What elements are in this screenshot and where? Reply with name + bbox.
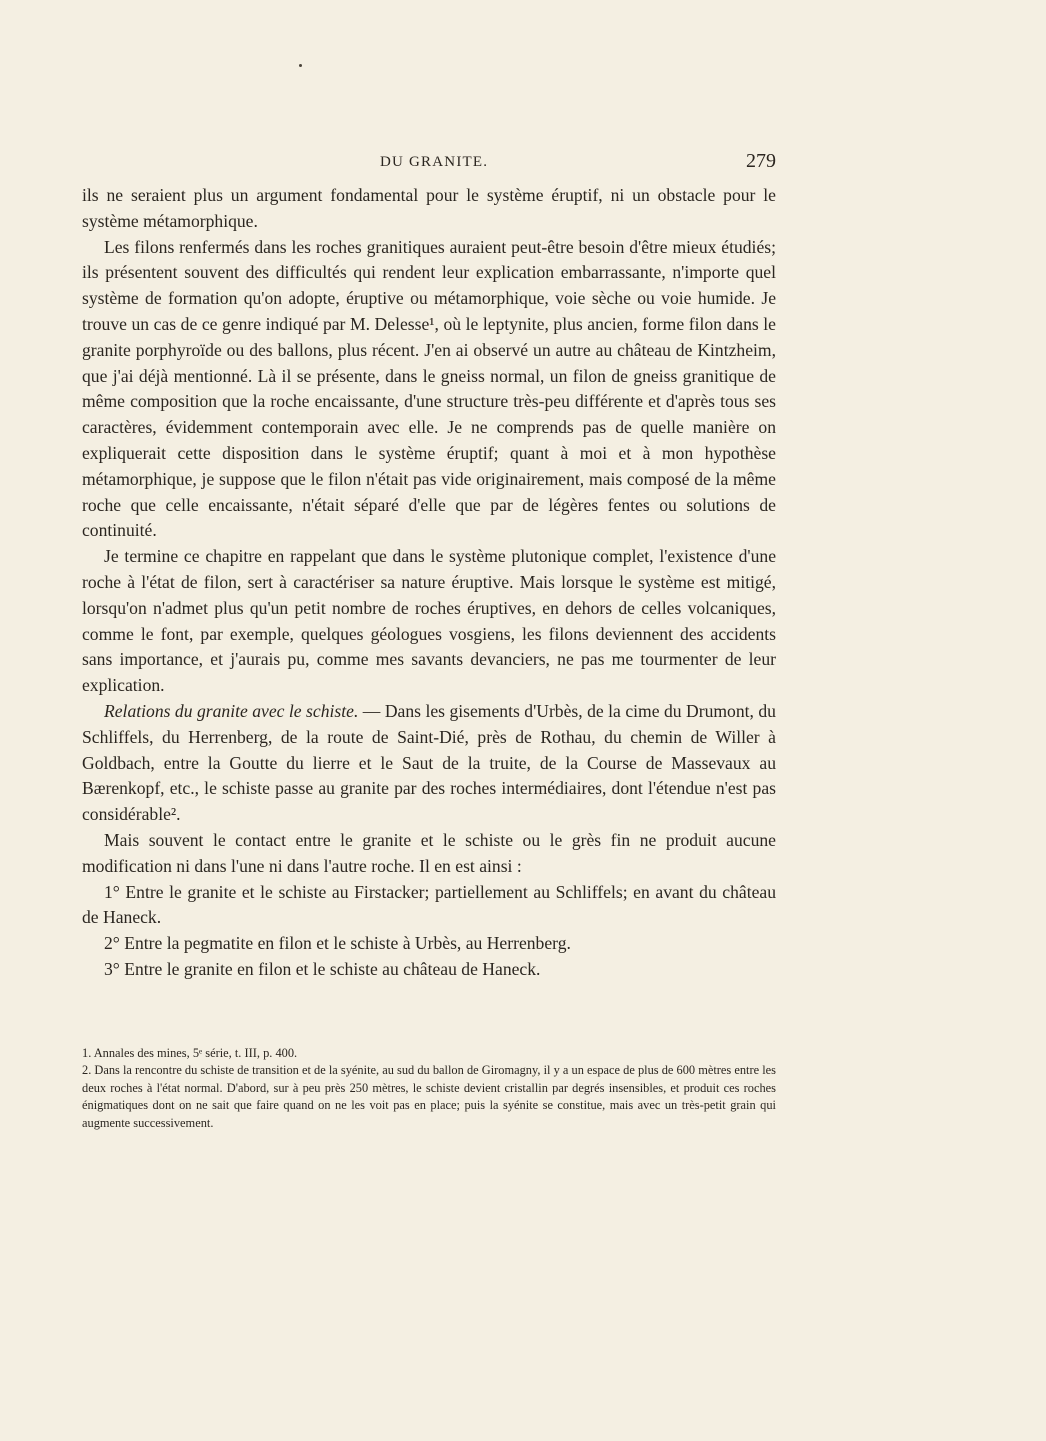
page-number: 279 <box>746 150 776 172</box>
footnote-2: 2. Dans la rencontre du schiste de transition et de la syénite, au sud du ballon de Giromagny, il y a un espace de plus de 600 mètres entre les deux roches à l'état normal. D'abord, sur à peu près 250 mètres, le schiste devient cristallin par degrés insensibles, et produit ces roches énigmatiques dont on ne sait que faire quand on ne les voit pas en place; puis la syénite se constitue, mais avec un très-petit grain qui augmente successivement. <box>82 1063 776 1130</box>
list-item-3: 3° Entre le granite en filon et le schiste au château de Haneck. <box>104 958 541 979</box>
footnote-1: 1. Annales des mines, 5ᵉ série, t. III, p. 400. <box>82 1046 298 1060</box>
paragraph-relations-text: — Dans les gisements d'Urbès, de la cime du Drumont, du Schliffels, du Herrenberg, de la route de Saint-Dié, près de Rothau, du chemin de Willer à Goldbach, entre la Goutte du lierre et le Saut de la truite, de la Course de Massevaux au Bærenkopf, etc., le schiste passe au granite par des roches intermédiaires, dont l'étendue n'est pas considérable². <box>82 700 776 825</box>
paragraph-filons: Les filons renfermés dans les roches granitiques auraient peut-être besoin d'être mieux étudiés; ils présentent souvent des difficultés qui rendent leur explication embarrassante, n'importe quel système de formation qu'on adopte, éruptive ou métamorphique, voie sèche ou voie humide. Je trouve un cas de ce genre indiqué par M. Delesse¹, où le leptynite, plus ancien, forme filon dans le granite porphyroïde ou des ballons, plus récent. J'en ai observé un autre au château de Kintzheim, que j'ai déjà mentionné. Là il se présente, dans le gneiss normal, un filon de gneiss granitique de même composition que la roche encaissante, d'une structure très-peu différente et d'après tous ses caractères, évidemment contemporain avec elle. Je ne comprends pas de quelle manière on expliquerait cette disposition dans le système éruptif; quant à moi et à mon hypothèse métamorphique, je suppose que le filon n'était pas vide originairement, mais composé de la même roche que celle encaissante, n'était séparé d'elle que par de légères fentes ou solutions de continuité. <box>82 236 776 541</box>
list-item-2: 2° Entre la pegmatite en filon et le schiste à Urbès, au Herrenberg. <box>104 933 571 954</box>
footnotes <box>82 1045 776 1132</box>
page <box>82 0 776 1441</box>
paragraph-contact: Mais souvent le contact entre le granite et le schiste ou le grès fin ne produit aucune modification ni dans l'une ni dans l'autre roche. Il en est ainsi : <box>82 829 776 876</box>
paragraph-chapter-end: Je termine ce chapitre en rappelant que dans le système plutonique complet, l'existence d'une roche à l'état de filon, sert à caractériser sa nature éruptive. Mais lorsque le système est mitigé, lorsqu'on n'admet plus qu'un petit nombre de roches éruptives, en dehors de celles volcaniques, comme le font, par exemple, quelques géologues vosgiens, les filons deviennent des accidents sans importance, et j'aurais pu, comme mes savants devanciers, ne pas me tourmenter de leur explication. <box>82 546 776 696</box>
section-title-relations: Relations du granite avec le schiste. <box>104 700 359 721</box>
list-item-1: 1° Entre le granite et le schiste au Firstacker; partiellement au Schliffels; en avant du château de Haneck. <box>82 881 776 928</box>
body-text <box>82 183 776 983</box>
printed-dot-mark <box>299 64 302 67</box>
page-header <box>82 151 776 177</box>
running-title: DU GRANITE. <box>380 154 489 170</box>
paragraph-relations <box>82 699 776 828</box>
paragraph-continuation: ils ne seraient plus un argument fondamental pour le système éruptif, ni un obstacle pour le système métamorphique. <box>82 185 776 231</box>
